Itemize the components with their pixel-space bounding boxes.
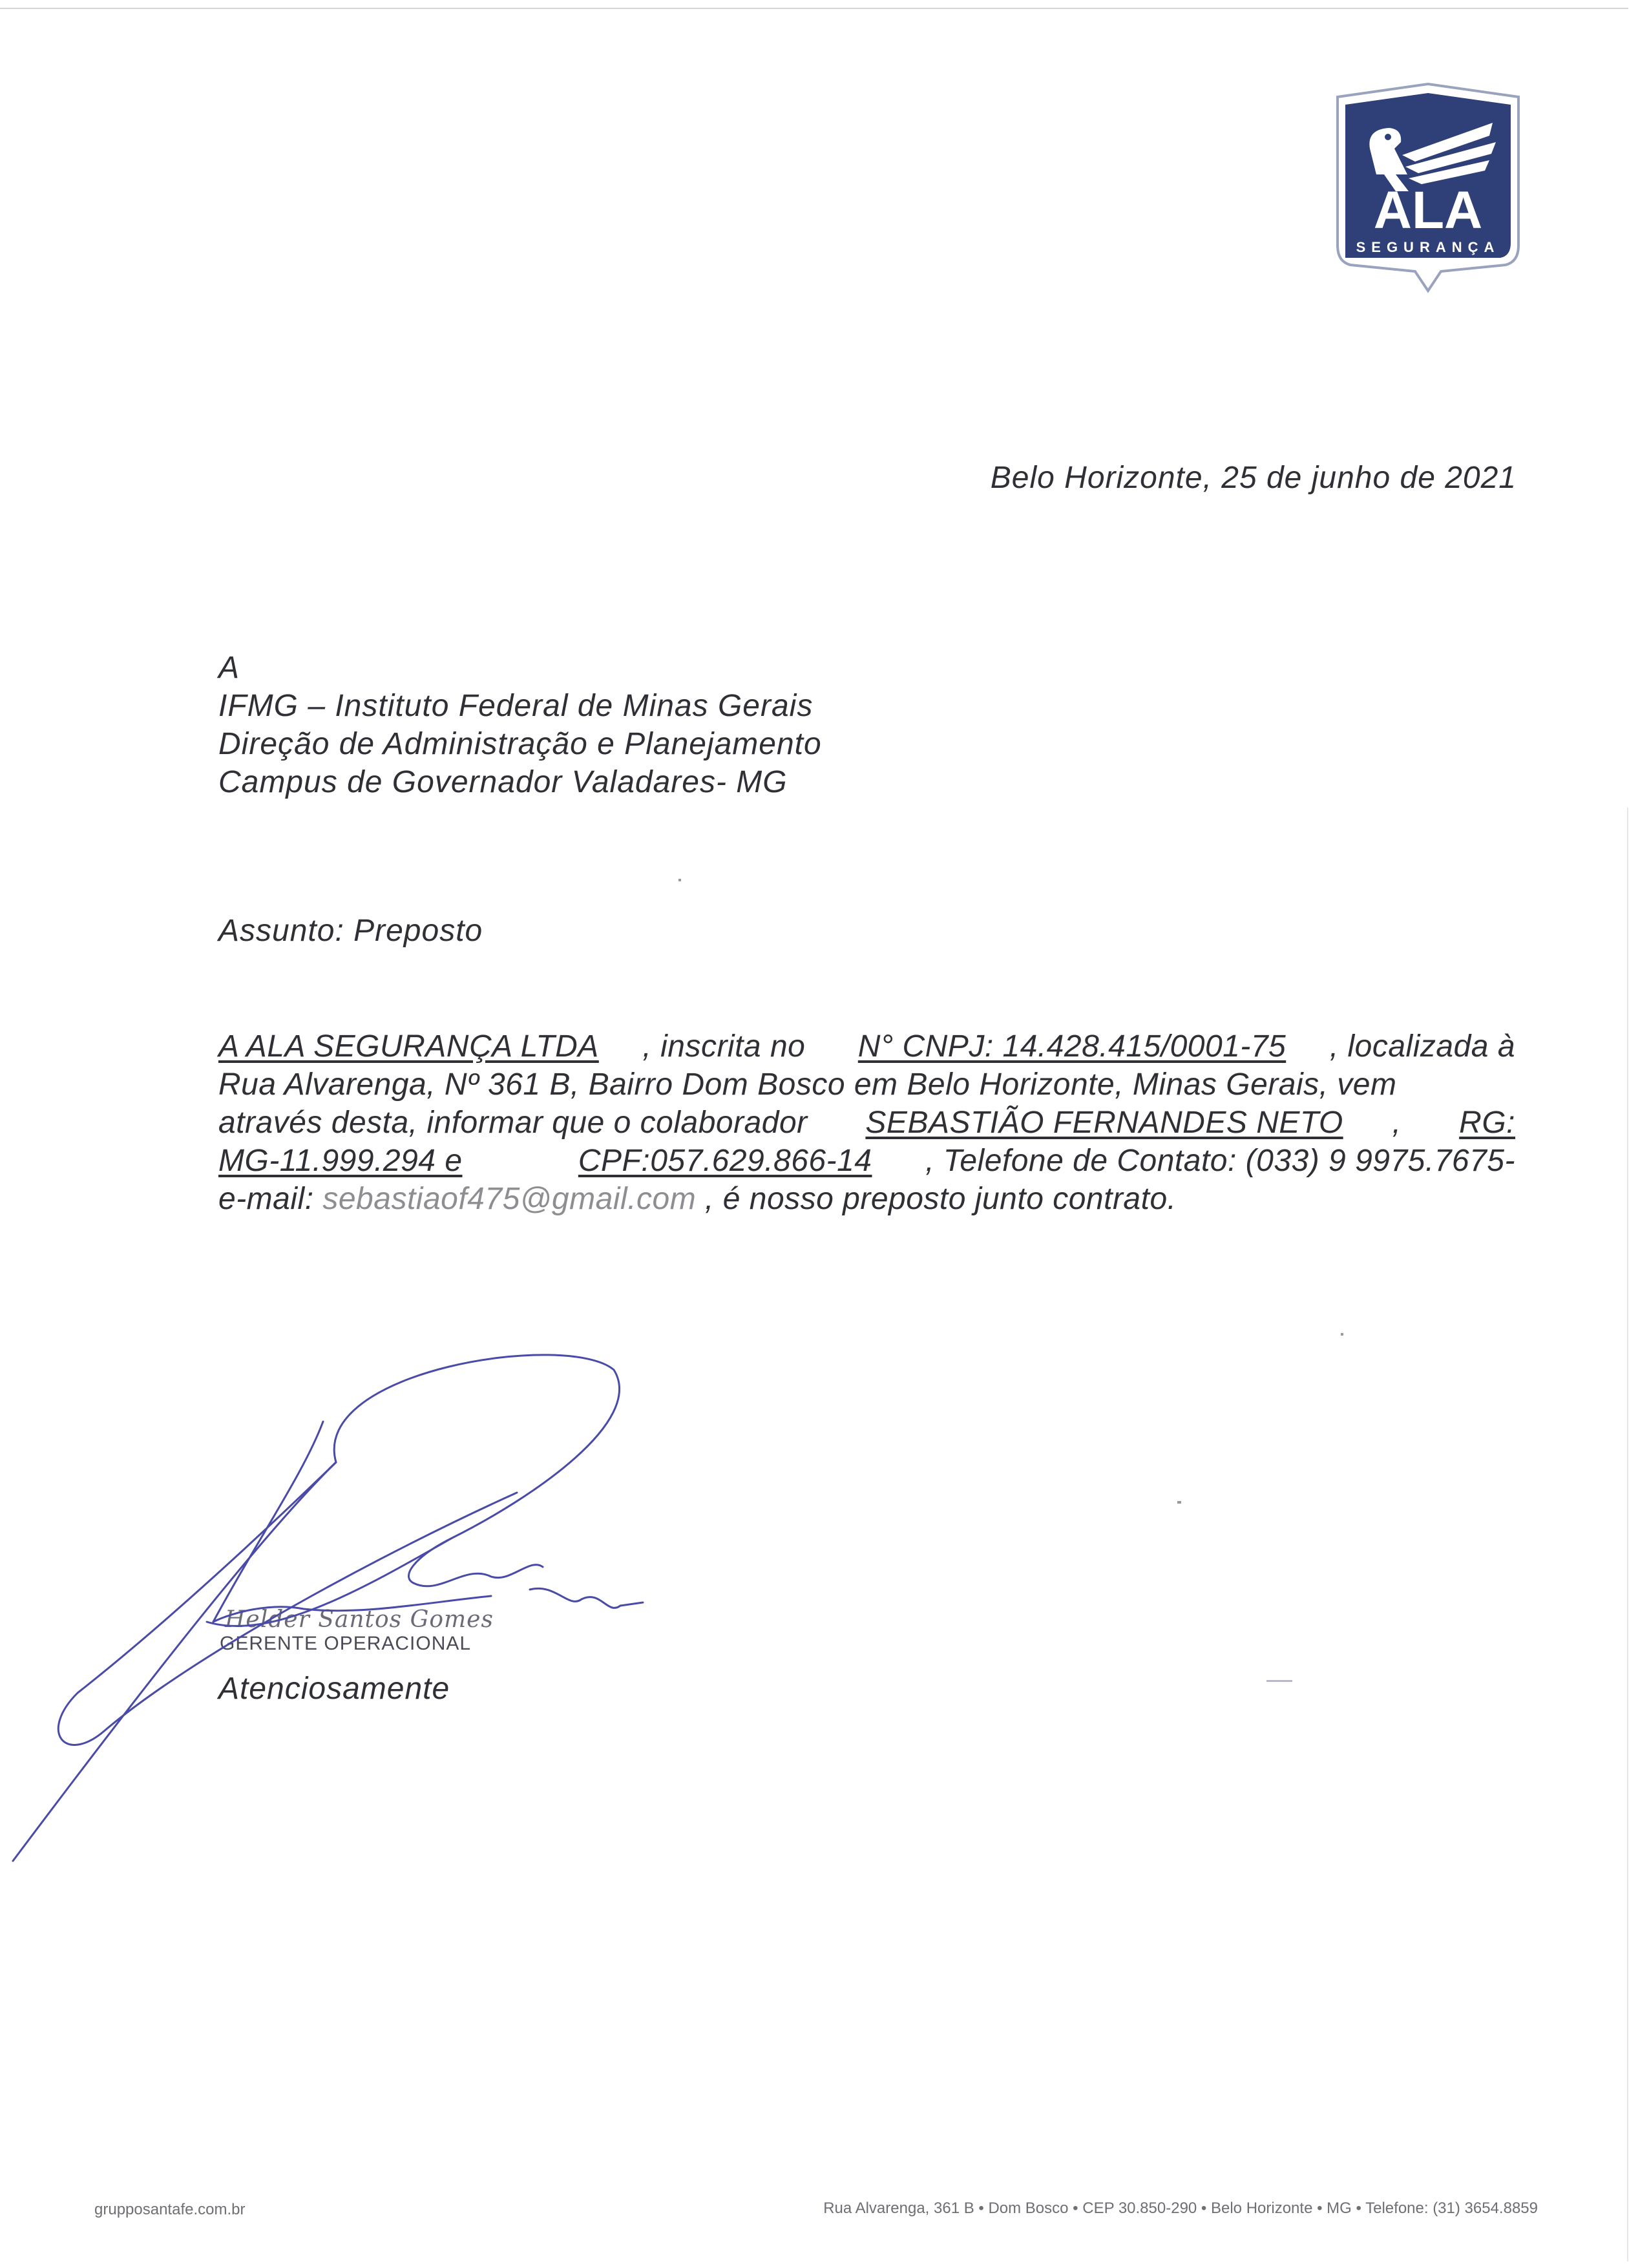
- phone-text: , Telefone de Contato: (033) 9 9975.7675-: [925, 1144, 1515, 1178]
- body-text: , localizada à: [1329, 1029, 1515, 1064]
- signatory-name: Helder Santos Gomes: [225, 1606, 494, 1633]
- recipient-line: Campus de Governador Valadares- MG: [218, 765, 788, 799]
- letter-date: Belo Horizonte, 25 de junho de 2021: [990, 461, 1517, 495]
- email-link[interactable]: sebastiaof475@gmail.com: [322, 1182, 697, 1216]
- email-label: e-mail:: [218, 1182, 323, 1216]
- letter-closing: Atenciosamente: [218, 1672, 450, 1706]
- recipient-line: Direção de Administração e Planejamento: [218, 727, 822, 761]
- cpf-number: CPF:057.629.866-14: [578, 1144, 872, 1178]
- recipient-line: A: [218, 651, 240, 685]
- scan-top-edge: [0, 8, 1628, 9]
- body-line: [218, 1066, 1515, 1104]
- body-text: ,: [1392, 1106, 1411, 1140]
- employee-name: SEBASTIÃO FERNANDES NETO: [865, 1106, 1343, 1140]
- recipient-block: [218, 649, 1252, 801]
- ala-shield-icon: [1331, 78, 1525, 297]
- scan-speck: [1177, 1501, 1181, 1504]
- body-line: [218, 1180, 1515, 1218]
- body-text: através desta, informar que o colaborador: [218, 1106, 817, 1140]
- scan-speck: [1266, 1680, 1292, 1682]
- rg-label: RG:: [1459, 1106, 1515, 1140]
- logo-name: ALA: [1373, 181, 1483, 240]
- body-line: [218, 1027, 1515, 1066]
- cnpj-number: N° CNPJ: 14.428.415/0001-75: [857, 1029, 1287, 1064]
- company-logo: [1331, 78, 1525, 297]
- company-name: A ALA SEGURANÇA LTDA: [218, 1029, 599, 1064]
- letter-body: [218, 1027, 1515, 1218]
- logo-tagline: SEGURANÇA: [1356, 239, 1500, 255]
- signatory-role: GERENTE OPERACIONAL: [220, 1633, 472, 1654]
- body-line: [218, 1104, 1515, 1142]
- footer-address: Rua Alvarenga, 361 B • Dom Bosco • CEP 30.850-290 • Belo Horizonte • MG • Telefone: (31) 3654.8859: [823, 2200, 1538, 2217]
- scan-speck: [678, 879, 681, 881]
- body-text: , é nosso preposto junto contrato.: [696, 1182, 1177, 1216]
- scan-right-edge: [1627, 808, 1628, 2262]
- body-line: [218, 1142, 1515, 1180]
- footer-website[interactable]: grupposantafe.com.br: [94, 2201, 246, 2218]
- rg-number: MG-11.999.294 e: [218, 1144, 463, 1178]
- body-text: , inscrita no: [642, 1029, 815, 1064]
- scan-speck: [1341, 1333, 1343, 1336]
- letter-subject: Assunto: Preposto: [218, 914, 483, 948]
- recipient-line: IFMG – Instituto Federal de Minas Gerais: [218, 689, 814, 723]
- body-text: [516, 1142, 525, 1180]
- body-text: Rua Alvarenga, Nº 361 B, Bairro Dom Bosco em Belo Horizonte, Minas Gerais, vem: [218, 1067, 1397, 1102]
